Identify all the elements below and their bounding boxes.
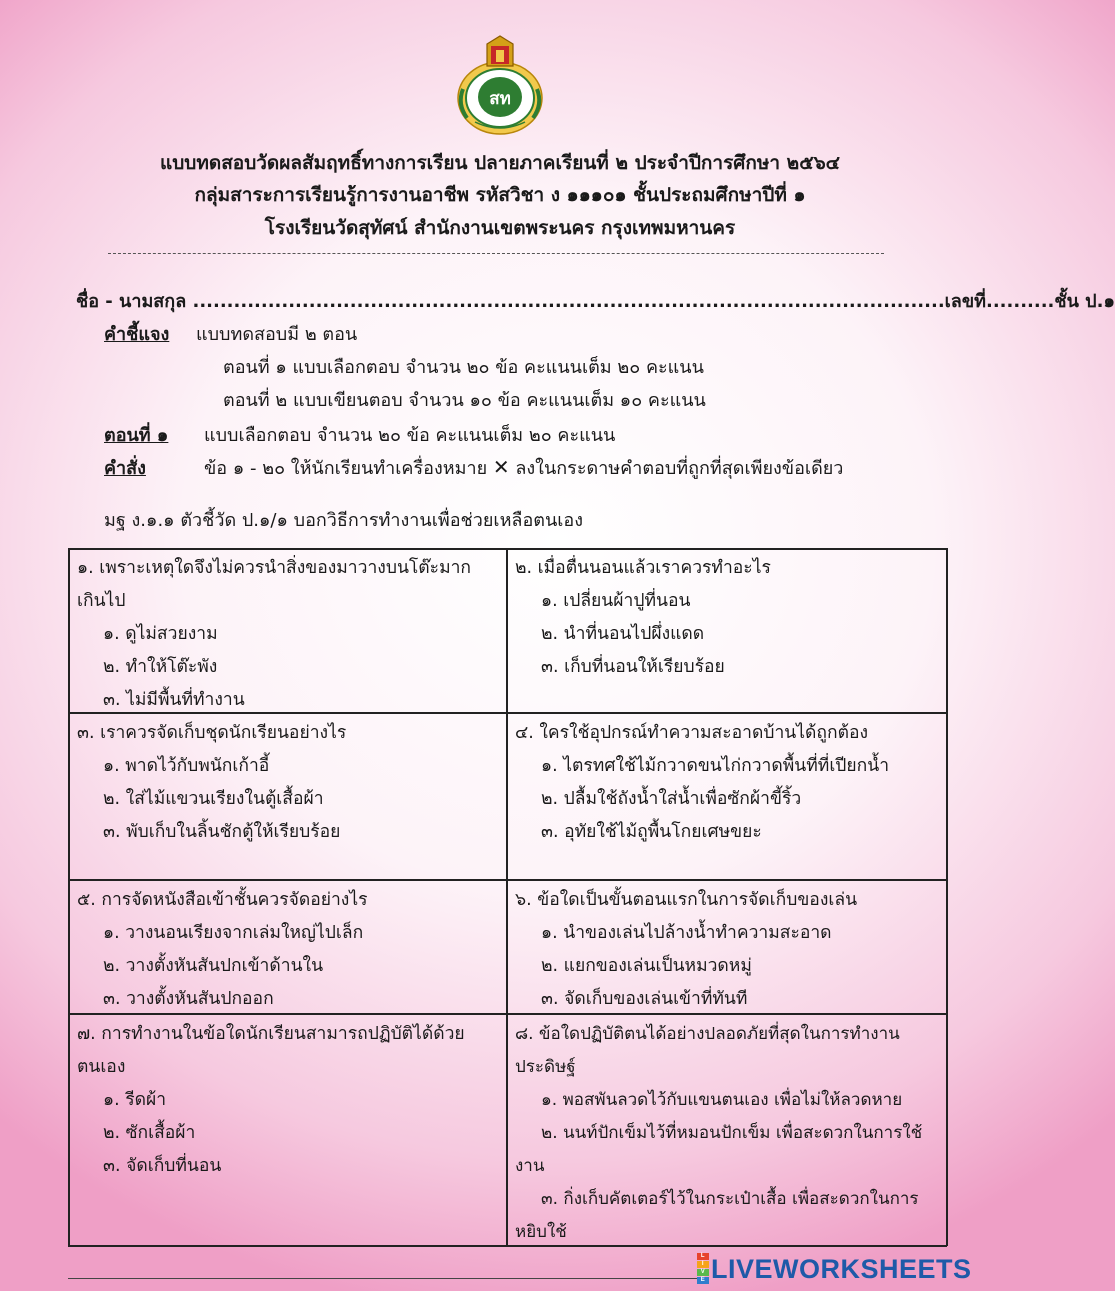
command-text-before: ข้อ ๑ - ๒๐ ให้นักเรียนทำเครื่องหมาย <box>204 458 488 479</box>
question-2 <box>507 549 946 684</box>
question-text: ๔. ใครใช้อุปกรณ์ทำความสะอาดบ้านได้ถูกต้อง <box>515 723 869 743</box>
option[interactable]: ๑. พอสพันลวดไว้กับแขนตนเอง เพื่อไม่ให้ลวดหาย <box>541 1090 903 1110</box>
instructions-part1: ตอนที่ ๑ แบบเลือกตอบ จำนวน ๒๐ ข้อ คะแนนเต็ม ๒๐ คะแนน <box>223 357 704 378</box>
option[interactable]: ๓. วางตั้งหันสันปกออก <box>103 989 274 1009</box>
standard-text: มฐ ง.๑.๑ ตัวชี้วัด ป.๑/๑ บอกวิธีการทำงานเพื่อช่วยเหลือตนเอง <box>104 510 584 531</box>
option[interactable]: ๓. เก็บที่นอนให้เรียบร้อย <box>541 657 725 677</box>
school-logo <box>453 34 547 138</box>
option[interactable]: ๓. อุทัยใช้ไม้ถูพื้นโกยเศษขยะ <box>541 822 762 842</box>
command-label: คำสั่ง <box>104 458 146 479</box>
question-text: ๑. เพราะเหตุใดจึงไม่ควรนำสิ่งของมาวางบนโต๊ะมาก <box>77 558 472 578</box>
question-4 <box>507 714 946 849</box>
title-line-2: กลุ่มสาระการเรียนรู้การงานอาชีพ รหัสวิชา ง ๑๑๑๐๑ ชั้นประถมศึกษาปีที่ ๑ <box>194 184 806 206</box>
title-line-1: แบบทดสอบวัดผลสัมฤทธิ์ทางการเรียน ปลายภาคเรียนที่ ๒ ประจำปีการศึกษา ๒๕๖๔ <box>159 152 841 174</box>
command-text-after: ลงในกระดาษคำตอบที่ถูกที่สุดเพียงข้อเดียว <box>515 458 844 479</box>
command-text <box>204 453 843 482</box>
option[interactable]: ๑. ไตรทศใช้ไม้กวาดขนไก่กวาดพื้นที่ที่เปียกน้ำ <box>541 756 890 776</box>
question-text: ๓. เราควรจัดเก็บชุดนักเรียนอย่างไร <box>77 723 347 743</box>
option-cont: หยิบใช้ <box>515 1222 567 1242</box>
title-line-3: โรงเรียนวัดสุทัศน์ สำนักงานเขตพระนคร กรุงเทพมหานคร <box>264 217 736 239</box>
liveworksheets-logo[interactable] <box>697 1253 972 1285</box>
question-text-cont: ประดิษฐ์ <box>515 1057 576 1077</box>
instructions-part2: ตอนที่ ๒ แบบเขียนตอบ จำนวน ๑๐ ข้อ คะแนนเต็ม ๑๐ คะแนน <box>223 390 706 411</box>
question-text: ๖. ข้อใดเป็นขั้นตอนแรกในการจัดเก็บของเล่น <box>515 890 858 910</box>
question-3 <box>69 714 506 849</box>
option[interactable]: ๒. ใส่ไม้แขวนเรียงในตู้เสื้อผ้า <box>103 789 324 809</box>
option[interactable]: ๒. ทำให้โต๊ะพัง <box>103 657 218 677</box>
option[interactable]: ๒. นำที่นอนไปผึ่งแดด <box>541 624 705 644</box>
question-text-cont: ตนเอง <box>77 1057 126 1077</box>
option[interactable]: ๑. รีดผ้า <box>103 1090 167 1110</box>
question-text: ๗. การทำงานในข้อใดนักเรียนสามารถปฏิบัติได้ด้วย <box>77 1024 465 1044</box>
question-7 <box>69 1015 506 1183</box>
question-5 <box>69 881 506 1016</box>
footer-line <box>68 1278 698 1279</box>
dashed-divider <box>108 253 884 254</box>
grid-right <box>946 548 948 1246</box>
question-8 <box>507 1015 946 1249</box>
option[interactable]: ๒. ซักเสื้อผ้า <box>103 1123 196 1143</box>
option[interactable]: ๓. พับเก็บในลิ้นชักตู้ให้เรียบร้อย <box>103 822 341 842</box>
option[interactable]: ๑. วางนอนเรียงจากเล่มใหญ่ไปเล็ก <box>103 923 364 943</box>
option[interactable]: ๑. พาดไว้กับพนักเก้าอี้ <box>103 756 270 776</box>
option[interactable]: ๓. กิ่งเก็บคัตเตอร์ไว้ในกระเป๋าเสื้อ เพื่อสะดวกในการ <box>541 1189 919 1209</box>
option[interactable]: ๑. เปลี่ยนผ้าปูที่นอน <box>541 591 691 611</box>
logo-letters: สท <box>489 89 511 109</box>
option[interactable]: ๓. จัดเก็บที่นอน <box>103 1156 222 1176</box>
option[interactable]: ๑. ดูไม่สวยงาม <box>103 624 218 644</box>
section1-text: แบบเลือกตอบ จำนวน ๒๐ ข้อ คะแนนเต็ม ๒๐ คะแนน <box>204 425 616 446</box>
brand-name: LIVEWORKSHEETS <box>711 1254 972 1284</box>
instructions-label: คำชี้แจง <box>104 324 170 345</box>
option[interactable]: ๒. แยกของเล่นเป็นหมวดหมู่ <box>541 956 752 976</box>
option[interactable]: ๒. วางตั้งหันสันปกเข้าด้านใน <box>103 956 324 976</box>
student-name-line: ชื่อ - นามสกุล ..............................................................................................................เลขที่..........ชั้น ป.๑ <box>76 291 1115 312</box>
option-cont: งาน <box>515 1156 545 1176</box>
option[interactable]: ๑. นำของเล่นไปล้างน้ำทำความสะอาด <box>541 923 832 943</box>
question-1 <box>69 549 506 717</box>
x-mark-icon: ✕ <box>492 455 510 479</box>
section1-label: ตอนที่ ๑ <box>104 425 169 446</box>
option[interactable]: ๒. นนท์ปักเข็มไว้ที่หมอนปักเข็ม เพื่อสะดวกในการใช้ <box>541 1123 923 1143</box>
question-text: ๕. การจัดหนังสือเข้าชั้นควรจัดอย่างไร <box>77 890 368 910</box>
option[interactable]: ๓. จัดเก็บของเล่นเข้าที่ทันที <box>541 989 748 1009</box>
option[interactable]: ๓. ไม่มีพื้นที่ทำงาน <box>103 690 245 710</box>
instructions-text: แบบทดสอบมี ๒ ตอน <box>196 324 358 345</box>
question-text-cont: เกินไป <box>77 591 126 611</box>
option[interactable]: ๒. ปลื้มใช้ถังน้ำใส่น้ำเพื่อซักผ้าขี้ริ้ว <box>541 789 802 809</box>
question-text: ๒. เมื่อตื่นนอนแล้วเราควรทำอะไร <box>515 558 771 578</box>
brand-blocks-icon: L I V E <box>697 1253 709 1285</box>
question-text: ๘. ข้อใดปฏิบัติตนได้อย่างปลอดภัยที่สุดในการทำงาน <box>515 1024 900 1044</box>
question-6 <box>507 881 946 1016</box>
